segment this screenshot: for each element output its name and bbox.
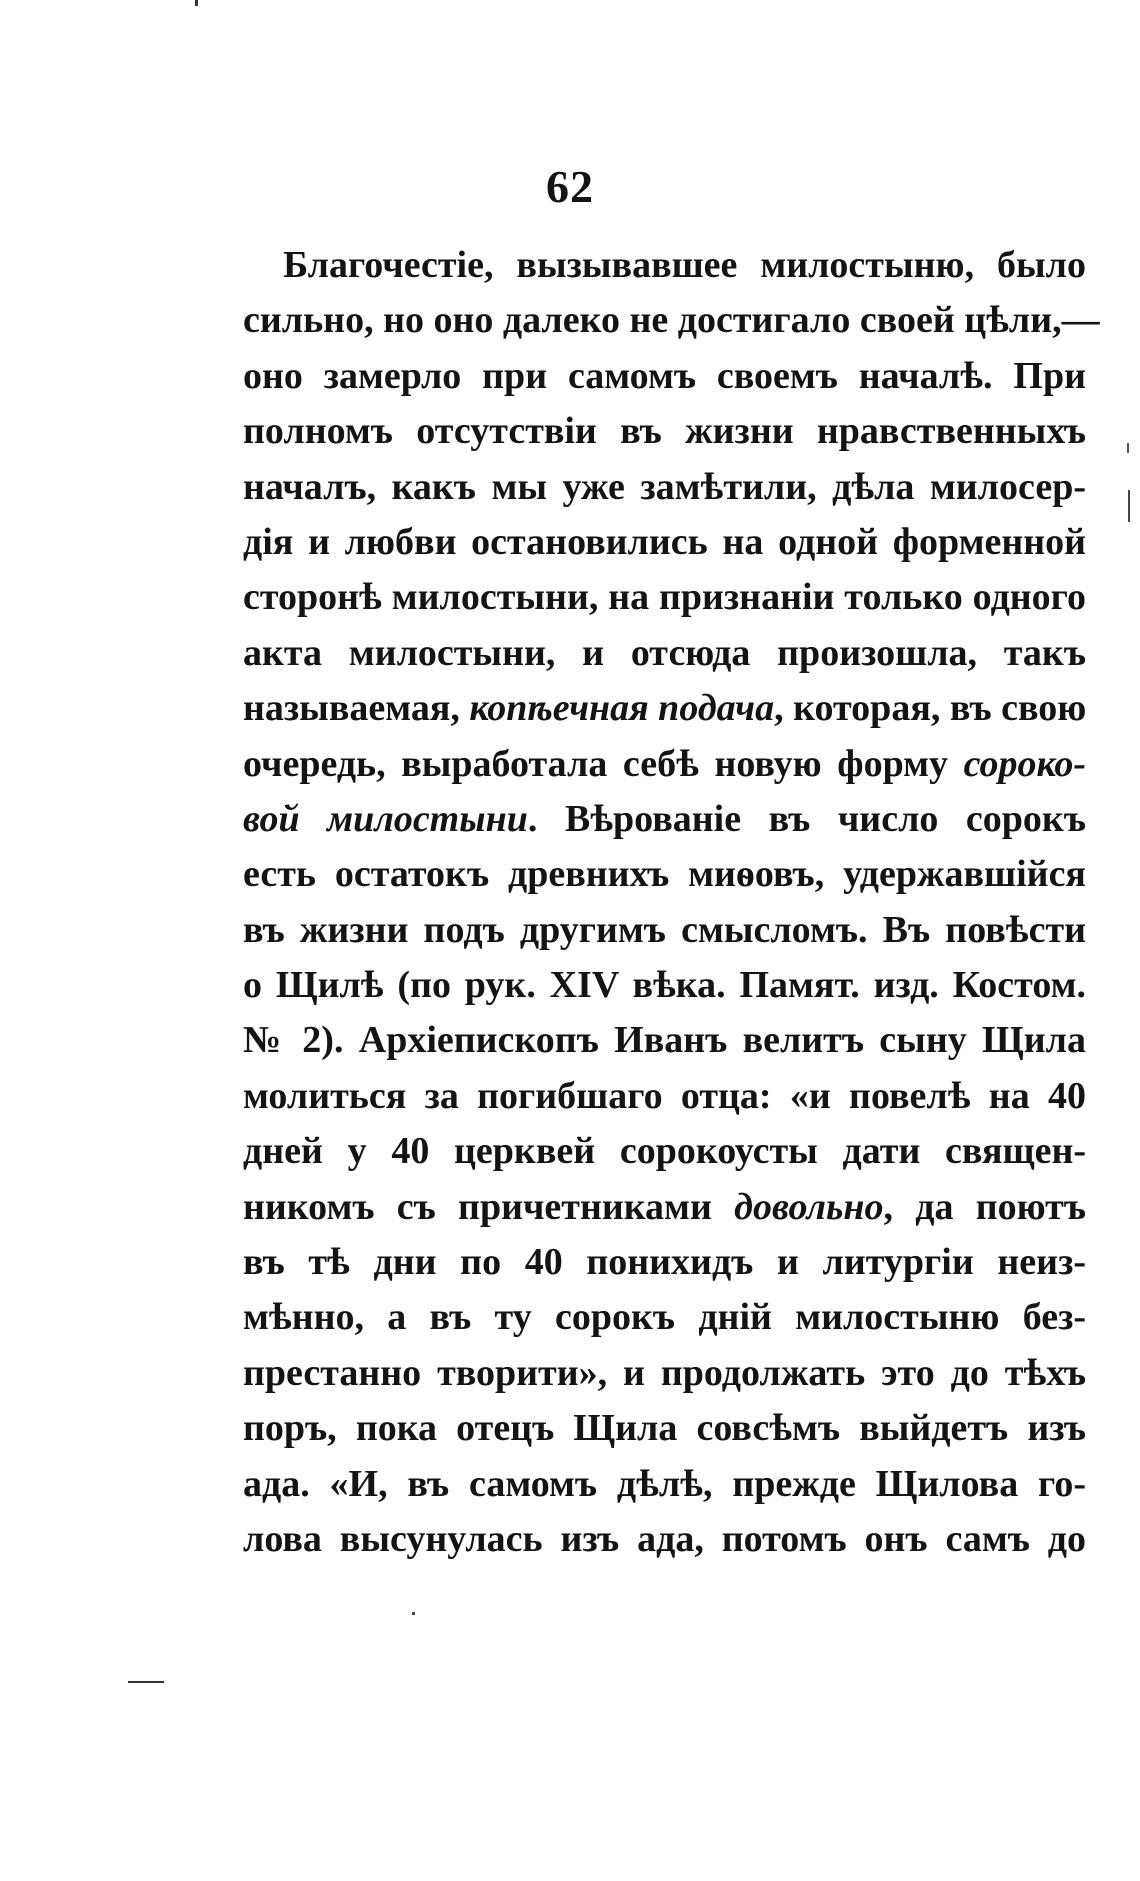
line-text: дія и любви остановились на одной форменной <box>243 520 1086 563</box>
line-text: , которая, въ свою <box>774 687 1087 730</box>
text-line <box>243 1124 1086 1179</box>
page-number: 62 <box>546 161 594 212</box>
text-line <box>243 238 1086 293</box>
line-text: оно замерло при самомъ своемъ началѣ. При <box>243 354 1086 397</box>
text-line <box>243 293 1100 348</box>
line-text: № 2). Архіепископъ Иванъ велитъ сыну Щила <box>243 1019 1086 1062</box>
line-text: о Щилѣ (по рук. XIV вѣка. Памят. изд. Костом. <box>243 964 1086 1007</box>
line-text: сторонѣ милостыни, на признаніи только одного <box>243 576 1086 619</box>
text-line <box>243 1069 1086 1124</box>
text-line <box>243 460 1086 515</box>
scan-mark <box>1128 490 1130 522</box>
line-text: , да поютъ <box>883 1185 1086 1228</box>
line-text: ада. «И, въ самомъ дѣлѣ, прежде Щилова го- <box>243 1462 1086 1505</box>
line-text: въ жизни подъ другимъ смысломъ. Въ повѣсти <box>243 908 1086 951</box>
line-text: лова высунулась изъ ада, потомъ онъ самъ до <box>243 1517 1086 1560</box>
line-text: очередь, выработала себѣ новую форму <box>243 742 964 785</box>
line-text: молиться за погибшаго отца: «и повелѣ на 40 <box>243 1074 1086 1117</box>
text-line <box>243 1512 1086 1567</box>
line-text: называемая, <box>243 687 470 730</box>
line-text: поръ, пока отецъ Щила совсѣмъ выйдетъ изъ <box>243 1407 1086 1450</box>
text-line <box>243 681 1086 736</box>
footnote-rule <box>128 1681 164 1683</box>
text-line <box>243 1013 1086 1068</box>
text-line <box>243 349 1086 404</box>
scan-mark <box>1127 443 1129 453</box>
text-line <box>243 1290 1086 1345</box>
text-line <box>243 903 1086 958</box>
italic-text: довольно <box>734 1185 884 1228</box>
text-line <box>243 1235 1086 1290</box>
line-text: . Вѣрованіе въ число сорокъ <box>527 797 1086 840</box>
body-text <box>243 238 1100 1567</box>
text-line <box>243 847 1086 902</box>
scan-speck <box>412 1612 415 1615</box>
italic-text: копѣечная подача <box>469 687 775 730</box>
text-line <box>243 958 1086 1013</box>
text-line <box>243 626 1086 681</box>
italic-text: сороко- <box>963 742 1086 785</box>
text-line <box>243 1401 1086 1456</box>
line-text: есть остатокъ древнихъ миѳовъ, удержавшійся <box>243 853 1086 896</box>
text-line <box>243 792 1086 847</box>
line-text: никомъ съ причетниками <box>243 1185 735 1228</box>
text-line <box>243 1346 1086 1401</box>
line-text: дней у 40 церквей сорокоусты дати священ- <box>243 1130 1086 1173</box>
text-line <box>243 737 1086 792</box>
line-text: полномъ отсутствіи въ жизни нравственныхъ <box>243 410 1086 453</box>
line-text: сильно, но оно далеко не достигало своей цѣли,— <box>243 299 1100 342</box>
text-line <box>243 515 1086 570</box>
line-text: акта милостыни, и отсюда произошла, такъ <box>243 631 1086 674</box>
line-text: престанно творити», и продолжать это до тѣхъ <box>243 1351 1086 1394</box>
text-line <box>243 1457 1086 1512</box>
italic-text: вой милостыни <box>243 797 528 840</box>
line-text: Благочестіе, вызывавшее милостыню, было <box>283 244 1086 286</box>
scan-speck <box>195 0 198 6</box>
line-text: началъ, какъ мы уже замѣтили, дѣла милосер- <box>243 465 1086 508</box>
text-line <box>243 570 1086 625</box>
line-text: въ тѣ дни по 40 понихидъ и литургіи неиз- <box>243 1241 1086 1284</box>
line-text: мѣнно, а въ ту сорокъ дній милостыню без- <box>243 1296 1086 1339</box>
text-line <box>243 1180 1086 1235</box>
text-line <box>243 404 1086 459</box>
